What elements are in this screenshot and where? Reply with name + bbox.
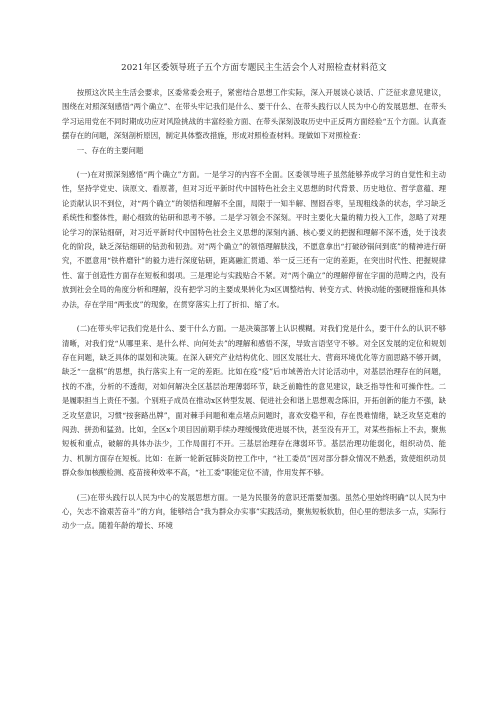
section-heading: 一、存在的主要问题 xyxy=(76,145,144,155)
intro-paragraph: 按照这次民主生活会要求，区委常委会班子，紧密结合思想工作实际，深入开展谈心谈话、广泛征求意见建议，围绕在对照深刻感悟“两个确立”、在带头牢记我们是什么、要干什么、在带头践行以人民为中心的发展思想、在带头学习运用党在不同时期成功应对风险挑战的丰富经验方面、在带头深刻汲取历史中正反两方面经验“五个方面。认真查摆存在的问题，深刻剖析原因，制定具体整改措施，形成对照检查材料。现做如下对照检查： xyxy=(62,88,446,141)
section-paragraph-3: (三)在带头践行以人民为中心的发展思想方面。一是为民服务的意识还需要加强。虽然心里始终明确“以人民为中心，矢志不渝艰苦奋斗”的方向，能够结合“我为群众办实事”实践活动，聚焦短板软肋，但心里的想法多一点，实际行动少一点。随着年龄的增长、环境 xyxy=(62,492,446,531)
section-paragraph-1: (一)在对照深刻感悟“两个确立”方面。一是学习的内容不全面。区委领导班子虽然能够养成学习的自觉性和主动性，坚持学党史、读原文、看原著，但对习近平新时代中国特色社会主义思想的时代背景、历史地位、哲学意蕴、理论贡献认识不到位，对“两个确立”的领悟和理解不全面，局限于一知半解、囫囵吞枣，呈现粗线条的状态，学习缺乏系统性和整体性，耐心细致的钻研和思考不够。二是学习领会不深刻。平时主要化大量的精力投入工作，忽略了对理论学习的深钻细研，对习近平新时代中国特色社会主义思想的深刻内涵、核心要义的把握和理解不深不透，处于浅表化的阶段，缺乏深钻细研的钻劲和韧劲。对“两个确立”的领悟理解肤浅，不愿意拿出“打破砂锅问到底”的精神进行研究，不愿意用“铁杵磨针”的毅力进行深度钻研，距离融汇贯通、举一反三还有一定的差距，在突出时代性、把握规律性、富于创造性方面存在短板和弱项。三是理论与实践贴合不紧。对“两个确立”的理解停留在字面的范畴之内，没有放到社会全局的角度分析和理解，没有把学习的主要成果转化为x区调整结构、转变方式、转换动能的强硬措施和具体办法，存在学用“两张皮”的现象，在贯穿落实上打了折扣、缩了水。 xyxy=(62,170,446,309)
document-page xyxy=(62,62,446,534)
section-paragraph-2: (二)在带头牢记我们党是什么、要干什么方面。一是决策部署上认识模糊。对我们党是什么，要干什么的认识不够清晰，对我们党“从哪里来、是什么样、向何处去”的理解和感悟不深，导致言语坚守不够。对全区发展的定位和规划存在问题，缺乏具体的谋划和决策。在深入研究产业结构优化、园区发展壮大、营商环境优化等方面思路不够开阔，缺乏“一盘棋”的思想，执行落实上有一定的差距。比如在疫“疫”后市域善治大讨论活动中，对基层治理存在的问题，找的不准，分析的不透彻，对如何解决全区基层治理薄弱环节，缺乏前瞻性的意见建议，缺乏指导性和可操作性。二是履职担当上责任不强。个别班子成员在推动x区转型发展、促进社会和谐上思想观念陈旧，开拓创新的能力不强，缺乏攻坚意识，习惯“按套路出牌”，面对棘手问题和难点堵点问题时，喜欢安稳平和，存在畏难情绪，缺乏攻坚克难的闯劲、拼劲和猛劲。比如，全区x个项目因前期手续办理缓慢致使进展不快，甚至没有开工，对某些指标上不去，聚焦短板和重点，破解的具体办法少，工作局面打不开。三基层治理存在薄弱环节。基层治理功能弱化，组织动员、能力、机制方面存在短板。比如：在新一轮新冠肺炎防控工作中，“社工委员”因对部分群众情况不熟悉，致使组织动员群众参加核酸检测、疫苗接种效率不高，“社工委”职能定位不清，作用发挥不够。 xyxy=(62,324,446,478)
document-title: 2021年区委领导班子五个方面专题民主生活会个人对照检查材料范文 xyxy=(121,63,387,73)
